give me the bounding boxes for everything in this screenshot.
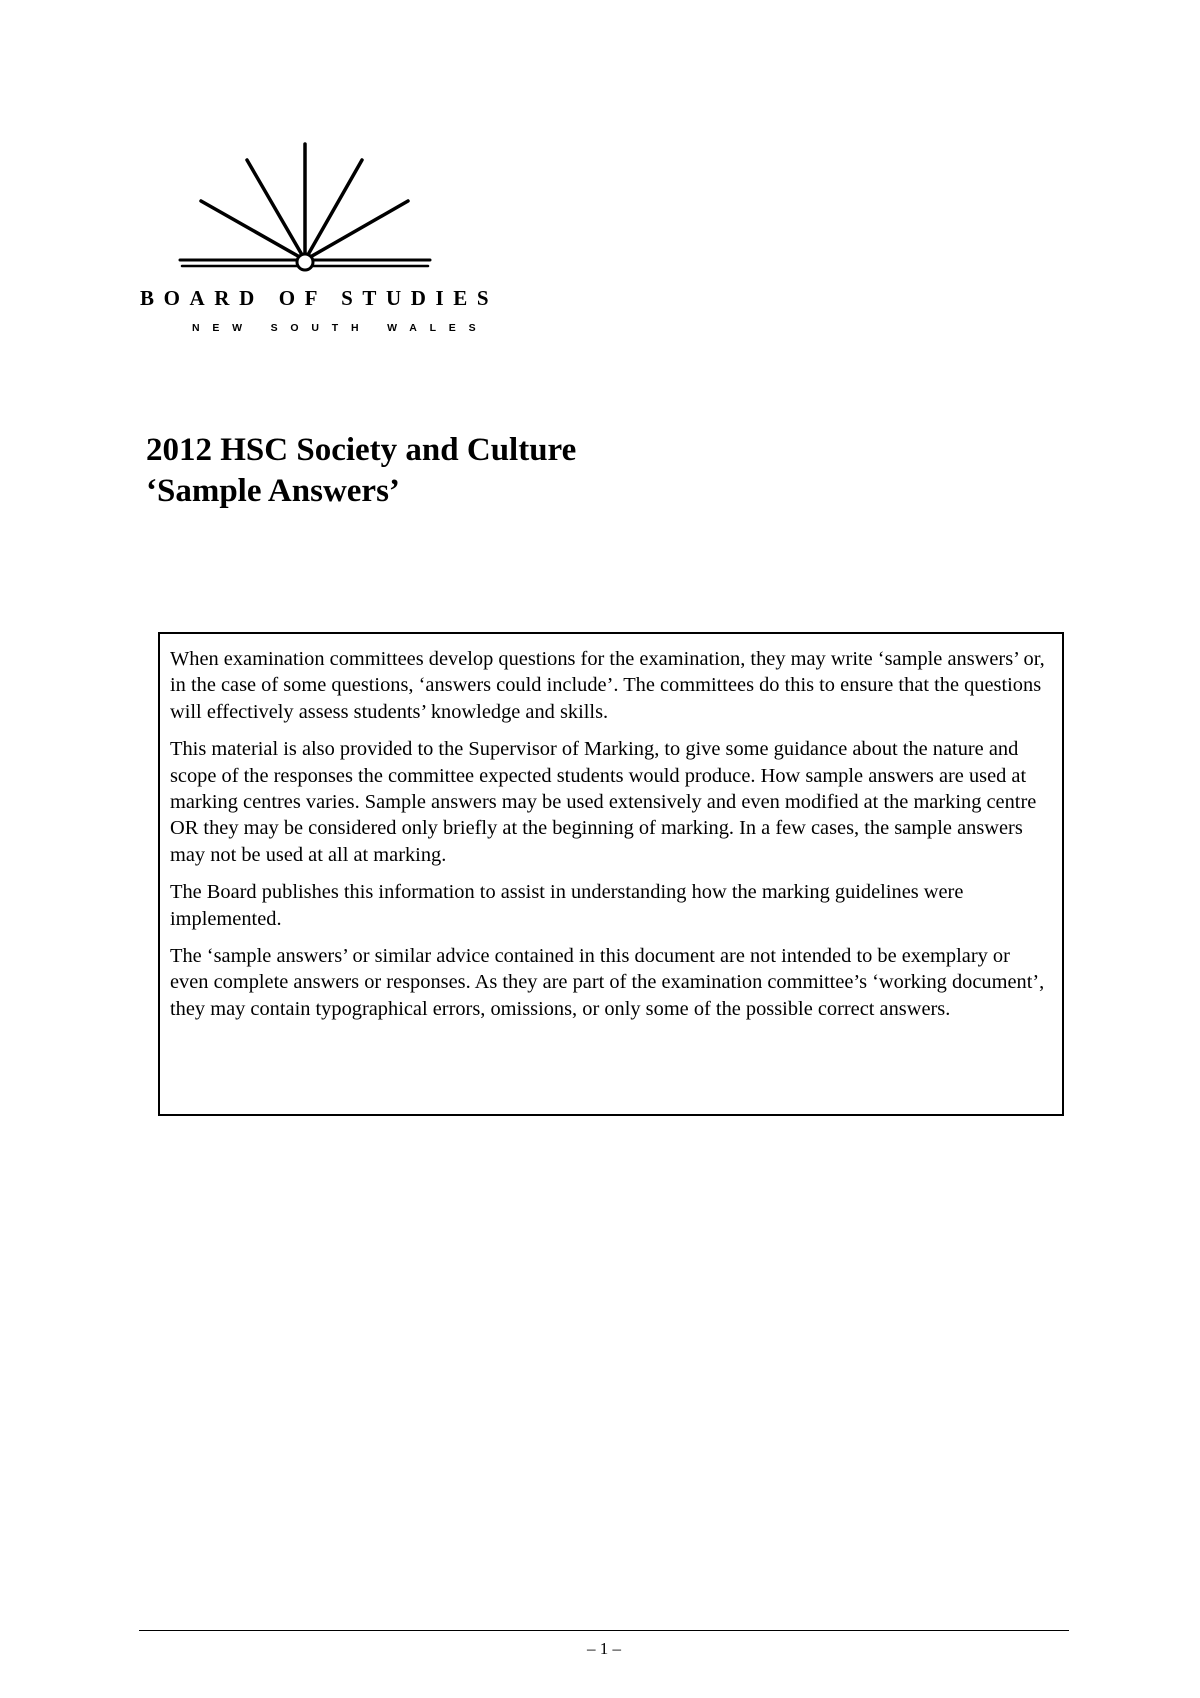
notice-paragraph: The Board publishes this information to assist in understanding how the marking guidelines were implemented. <box>170 881 964 930</box>
page-number: – 1 – <box>587 1639 621 1658</box>
logo-wordmark: BOARD OF STUDIES <box>140 286 499 310</box>
notice-paragraph: This material is also provided to the Supervisor of Marking, to give some guidance about the nature and scope of the responses the committee expected students would produce. How sample answers are used at marking centres varies. Sample answers may be used extensively and even modified at the marking centre OR they may be considered only briefly at the beginning of marking. In a few cases, the sample answers may not be used at all at marking. <box>170 738 1037 866</box>
sunburst-book-icon <box>140 138 440 278</box>
document-title <box>146 430 576 512</box>
notice-paragraph: When examination committees develop questions for the examination, they may write ‘sample answers’ or, in the case of some questions, ‘answers could include’. The committees do this to ensure that the questions will effectively assess students’ knowledge and skills. <box>170 648 1045 723</box>
board-of-studies-logo <box>140 138 499 338</box>
sample-answers-notice <box>158 632 1064 1116</box>
title-line-2: ‘Sample Answers’ <box>146 473 400 509</box>
title-line-1: 2012 HSC Society and Culture <box>146 432 577 468</box>
notice-paragraph: The ‘sample answers’ or similar advice contained in this document are not intended to be exemplary or even complete answers or responses. As they are part of the examination committee’s ‘working document’, they may contain typographical errors, omissions, or only some of the possible correct answers. <box>170 945 1045 1020</box>
logo-subtitle: NEW SOUTH WALES <box>192 322 489 334</box>
footer-divider <box>139 1630 1069 1631</box>
